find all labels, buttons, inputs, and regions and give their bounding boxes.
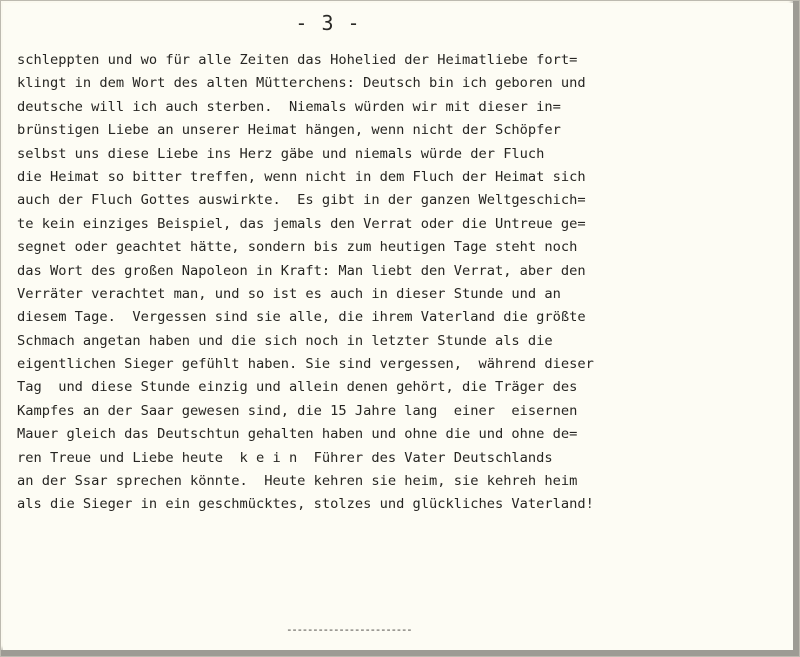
text-line: klingt in dem Wort des alten Mütterchens: Deutsch bin ich geboren und [17,75,586,92]
text-line: segnet oder geachtet hätte, sondern bis zum heutigen Tage steht noch [17,239,578,256]
text-line: schleppten und wo für alle Zeiten das Hohelied der Heimatliebe fort= [17,52,578,68]
text-line: eigentlichen Sieger gefühlt haben. Sie sind vergessen, während dieser [17,356,594,373]
text-line: diesem Tage. Vergessen sind sie alle, die ihrem Vaterland die größte [17,309,586,326]
text-line: Mauer gleich das Deutschtun gehalten haben und ohne die und ohne de= [17,426,578,443]
text-line: die Heimat so bitter treffen, wenn nicht in dem Fluch der Heimat sich [17,168,586,185]
text-line: Schmach angetan haben und die sich noch in letzter Stunde als die [17,332,553,349]
text-line: an der Ssar sprechen könnte. Heute kehren sie heim, sie kehreh heim [17,473,578,490]
text-line: Tag und diese Stunde einzig und allein denen gehört, die Träger des [17,379,578,396]
text-line: ren Treue und Liebe heute k e i n Führer des Vater Deutschlands [17,449,553,466]
text-line: deutsche will ich auch sterben. Niemals würden wir mit dieser in= [17,98,561,115]
text-line: selbst uns diese Liebe ins Herz gäbe und niemals würde der Fluch [17,145,545,162]
text-line: te kein einziges Beispiel, das jemals den Verrat oder die Untreue ge= [17,215,586,232]
typewritten-page [3,3,793,650]
text-line: das Wort des großen Napoleon in Kraft: Man liebt den Verrat, aber den [17,262,586,279]
text-line: Verräter verachtet man, und so ist es auch in dieser Stunde und an [17,285,561,302]
end-separator: ------------------------ [286,623,412,636]
text-line: Kampfes an der Saar gewesen sind, die 15 Jahre lang einer eisernen [17,402,578,419]
page-number: - 3 - [295,11,361,35]
text-line: brünstigen Liebe an unserer Heimat hängen, wenn nicht der Schöpfer [17,122,561,139]
text-line: als die Sieger in ein geschmücktes, stolzes und glückliches Vaterland! [17,496,594,513]
page-body [17,49,797,517]
text-line: auch der Fluch Gottes auswirkte. Es gibt in der ganzen Weltgeschich= [17,192,586,209]
